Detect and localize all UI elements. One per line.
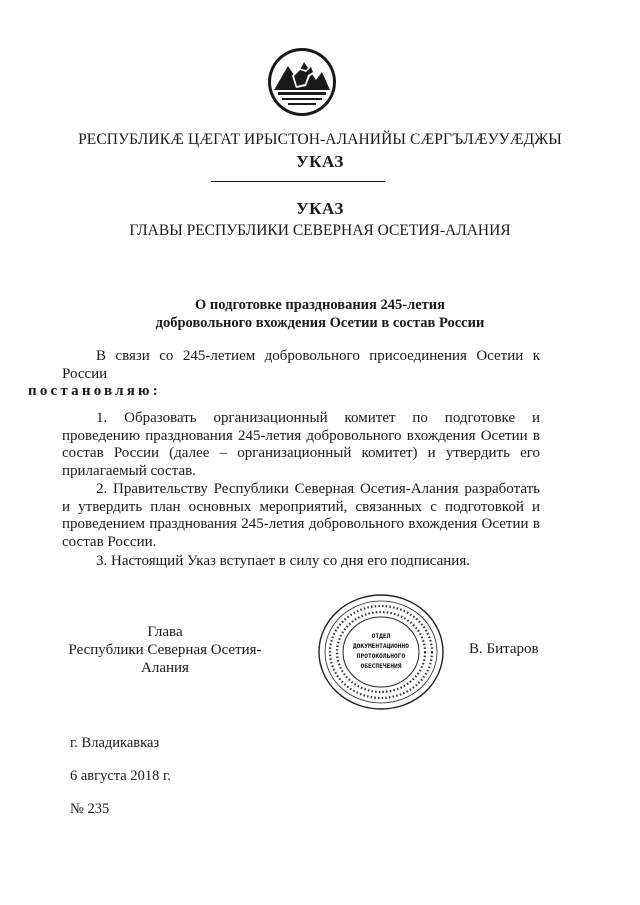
header-divider bbox=[211, 181, 385, 182]
item-2-paragraph: 2. Правительству Республики Северная Осетия-Алания разработать и утвердить план основных мероприятий, связанных с подготовкой и проведением празднования 245-летия добровольного вхождения Осетии в состав России. bbox=[62, 481, 540, 550]
preamble-text: В связи со 245-летием добровольного присоединения Осетии к России bbox=[62, 348, 540, 382]
signatory-title-line-2: Республики Северная Осетия-Алания bbox=[68, 642, 262, 676]
decree-verb: постановляю: bbox=[28, 383, 161, 399]
seal-line-3: ПРОТОКОЛЬНОГО bbox=[356, 653, 406, 660]
header-head-of-republic: ГЛАВЫ РЕСПУБЛИКИ СЕВЕРНАЯ ОСЕТИЯ-АЛАНИЯ bbox=[129, 222, 511, 239]
seal-line-4: ОБЕСПЕЧЕНИЯ bbox=[360, 663, 402, 670]
footer-date: 6 августа 2018 г. bbox=[70, 768, 171, 784]
seal-line-2: ДОКУМЕНТАЦИОННО bbox=[353, 643, 409, 650]
item-1-paragraph: 1. Образовать организационный комитет по подготовке и проведению празднования 245-летия добровольного вхождения Осетии в состав России (далее – организационный комитет) и утвердить его прилагаемый состав. bbox=[62, 410, 540, 479]
decree-title-ossetian: УКАЗ bbox=[296, 152, 344, 171]
item-3-paragraph: 3. Настоящий Указ вступает в силу со дня его подписания. bbox=[96, 553, 470, 569]
decree-subject bbox=[0, 296, 640, 332]
decree-title-russian: УКАЗ bbox=[296, 199, 344, 218]
footer-number: № 235 bbox=[70, 801, 110, 817]
signatory-title bbox=[60, 623, 270, 677]
coat-of-arms-emblem bbox=[266, 46, 338, 118]
signatory-title-line-1: Глава bbox=[147, 624, 183, 640]
decree-subject-line-2: добровольного вхождения Осетии в состав России bbox=[155, 315, 485, 331]
signatory-name: В. Битаров bbox=[469, 641, 539, 657]
seal-line-1: ОТДЕЛ bbox=[371, 633, 391, 640]
footer-city: г. Владикавказ bbox=[70, 735, 160, 751]
official-seal bbox=[316, 592, 446, 712]
header-republic-ossetian: РЕСПУБЛИКӔ ЦӔГАТ ИРЫСТОН-АЛАНИЙЫ СӔРГЪЛӔУУӔДЖЫ bbox=[78, 131, 562, 148]
decree-subject-line-1: О подготовке празднования 245-летия bbox=[195, 297, 445, 313]
preamble-paragraph bbox=[28, 348, 540, 401]
